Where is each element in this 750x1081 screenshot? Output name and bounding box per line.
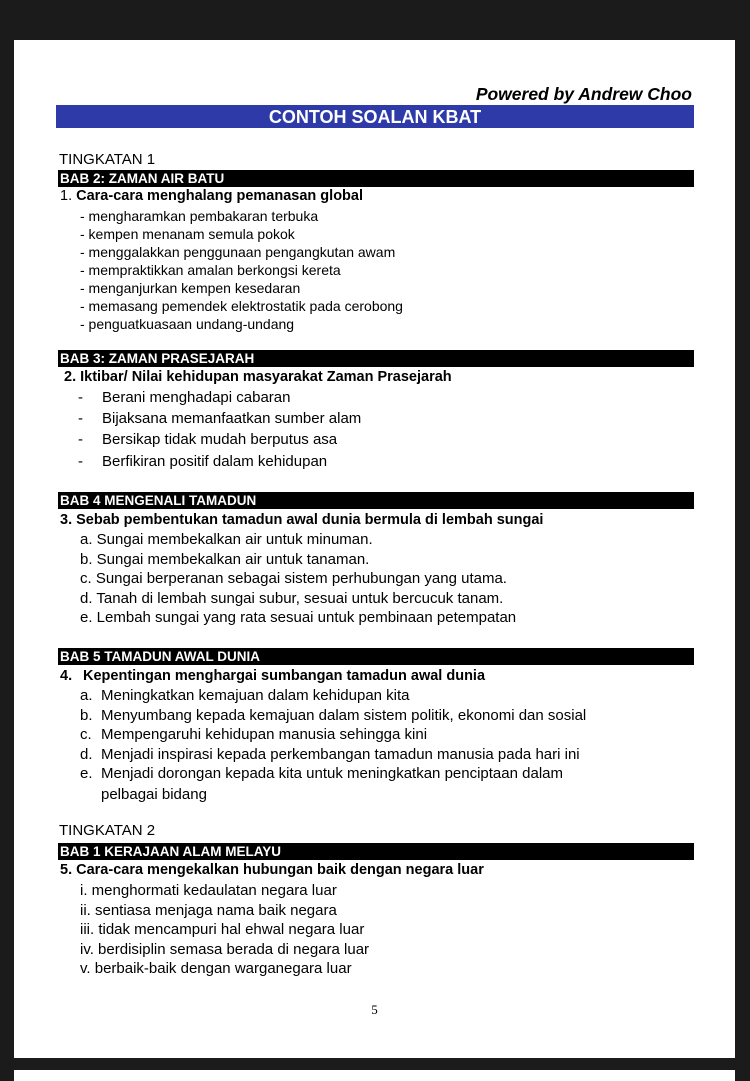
question-5-text: 5. Cara-cara mengekalkan hubungan baik dengan negara luar <box>60 862 484 878</box>
list-item <box>78 453 328 470</box>
list-item <box>80 726 428 743</box>
tingkatan-2-heading: TINGKATAN 2 <box>59 822 156 839</box>
question-4 <box>60 668 486 684</box>
page-number: 5 <box>371 1002 378 1017</box>
list-marker: b. <box>80 707 93 724</box>
bab-2-header: BAB 2: ZAMAN AIR BATU <box>58 170 694 187</box>
list-item <box>80 707 587 724</box>
list-item-text: Menjadi inspirasi kepada perkembangan tamadun manusia pada hari ini <box>101 746 580 763</box>
list-marker: a. <box>80 687 93 704</box>
next-page-edge <box>14 1070 735 1081</box>
list-item: - memasang pemendek elektrostatik pada cerobong <box>80 298 403 314</box>
list-marker: c. <box>80 726 92 743</box>
question-1-text: Cara-cara menghalang pemanasan global <box>76 188 363 204</box>
list-item: iv. berdisiplin semasa berada di negara luar <box>80 941 370 958</box>
question-2-text: 2. Iktibar/ Nilai kehidupan masyarakat Zaman Prasejarah <box>64 369 452 385</box>
list-item: - mempraktikkan amalan berkongsi kereta <box>80 262 341 278</box>
list-item <box>78 431 338 448</box>
list-marker: - <box>78 389 83 406</box>
list-marker: - <box>78 410 83 427</box>
list-item: iii. tidak mencampuri hal ehwal negara luar <box>80 921 365 938</box>
list-marker: d. <box>80 746 93 763</box>
list-item-text: Menyumbang kepada kemajuan dalam sistem politik, ekonomi dan sosial <box>101 707 587 724</box>
list-marker: - <box>78 453 83 470</box>
question-1 <box>60 188 363 204</box>
bab-1-header: BAB 1 KERAJAAN ALAM MELAYU <box>58 843 694 860</box>
bab-3-header: BAB 3: ZAMAN PRASEJARAH <box>58 350 694 367</box>
list-item-text: Berani menghadapi cabaran <box>102 389 291 406</box>
list-item <box>80 687 410 704</box>
bab-5-header: BAB 5 TAMADUN AWAL DUNIA <box>58 648 694 665</box>
list-item: v. berbaik-baik dengan warganegara luar <box>80 960 352 977</box>
list-item <box>78 410 362 427</box>
list-item <box>80 746 580 763</box>
list-item <box>78 389 291 406</box>
bab-4-header: BAB 4 MENGENALI TAMADUN <box>58 492 694 509</box>
question-4-number: 4. <box>60 668 73 684</box>
list-item: b. Sungai membekalkan air untuk tanaman. <box>80 551 370 568</box>
list-item-text: Bijaksana memanfaatkan sumber alam <box>102 410 362 427</box>
list-marker: - <box>78 431 83 448</box>
list-item: ii. sentiasa menjaga nama baik negara <box>80 902 337 919</box>
list-item-continuation: pelbagai bidang <box>101 786 207 803</box>
question-4-text: Kepentingan menghargai sumbangan tamadun awal dunia <box>83 668 486 684</box>
list-item: a. Sungai membekalkan air untuk minuman. <box>80 531 373 548</box>
list-item-text: Bersikap tidak mudah berputus asa <box>102 431 338 448</box>
list-item: - kempen menanam semula pokok <box>80 226 295 242</box>
question-1-number: 1. <box>60 188 73 204</box>
list-item: - penguatkuasaan undang-undang <box>80 316 295 332</box>
list-item: - menggalakkan penggunaan pengangkutan awam <box>80 244 396 260</box>
list-marker: e. <box>80 765 93 782</box>
list-item: i. menghormati kedaulatan negara luar <box>80 882 337 899</box>
list-item-text: Berfikiran positif dalam kehidupan <box>102 453 328 470</box>
tingkatan-1-heading: TINGKATAN 1 <box>59 151 156 168</box>
document-page <box>14 40 735 1058</box>
list-item: - menganjurkan kempen kesedaran <box>80 280 301 296</box>
list-item-text: Meningkatkan kemajuan dalam kehidupan kita <box>101 687 410 704</box>
powered-by-credit: Powered by Andrew Choo <box>475 84 692 104</box>
list-item-text: Mempengaruhi kehidupan manusia sehingga kini <box>101 726 428 743</box>
list-item: c. Sungai berperanan sebagai sistem perhubungan yang utama. <box>80 570 507 587</box>
list-item: - mengharamkan pembakaran terbuka <box>80 208 319 224</box>
list-item: d. Tanah di lembah sungai subur, sesuai untuk bercucuk tanam. <box>80 590 504 607</box>
question-3-text: 3. Sebab pembentukan tamadun awal dunia bermula di lembah sungai <box>60 512 544 528</box>
list-item <box>80 765 563 782</box>
list-item: e. Lembah sungai yang rata sesuai untuk pembinaan petempatan <box>80 609 517 626</box>
page-title-banner: CONTOH SOALAN KBAT <box>56 105 694 128</box>
list-item-text: Menjadi dorongan kepada kita untuk meningkatkan penciptaan dalam <box>101 765 563 782</box>
